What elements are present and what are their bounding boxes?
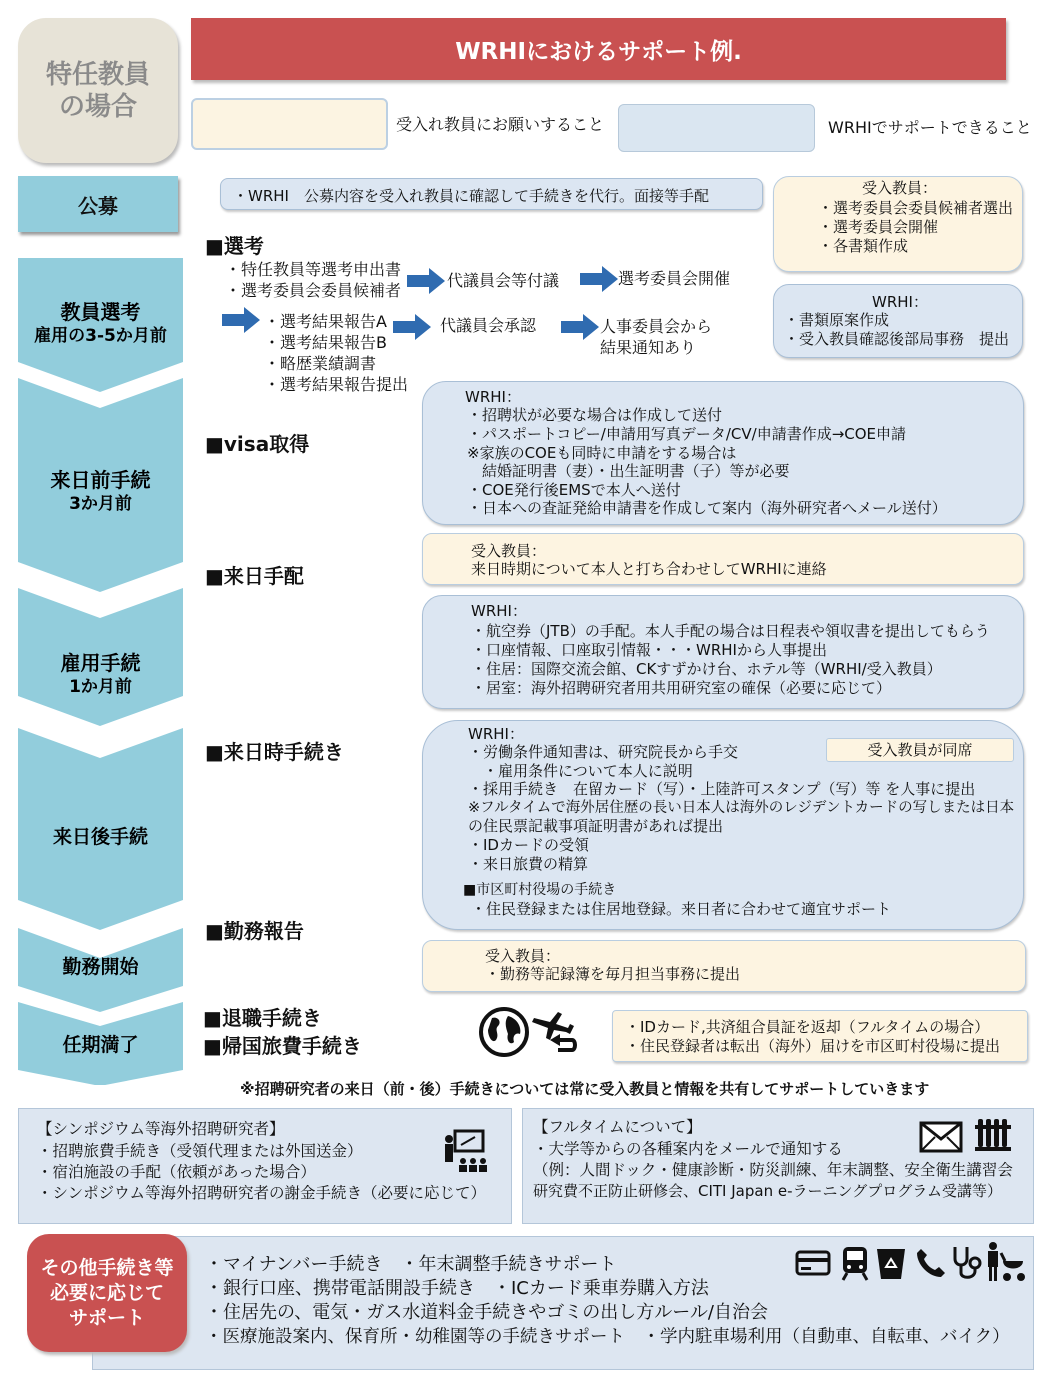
teacher-attends-badge: 受入教員が同席	[826, 738, 1014, 762]
legend-label-wrhi: WRHIでサポートできること	[828, 118, 1032, 137]
employment-wrhi-item: ・居室：海外招聘研究者用共用研究室の確保（必要に応じて）	[471, 679, 892, 697]
step-employment	[18, 647, 183, 703]
arrival-prep-teacher-box	[422, 533, 1024, 585]
arrival-wrhi-item: ・労働条件通知書は、研究院長から手交	[468, 743, 739, 761]
stethoscope-icon	[949, 1245, 983, 1281]
selection-report-item: ・略歴業績調書	[264, 354, 377, 373]
work-report-teacher-box	[422, 940, 1026, 992]
credit-card-icon	[795, 1249, 831, 1277]
city-office-text: ・住民登録または住居地登録。来日者に合わせて適宜サポート	[471, 900, 892, 918]
arrival-prep-text: 来日時期について本人と打ち合わせしてWRHIに連絡	[471, 560, 827, 578]
departure-box	[612, 1010, 1028, 1062]
arrival-wrhi-item: ※フルタイムで海外居住歴の長い日本人は海外のレジデントカードの写しまたは日本	[468, 800, 1015, 816]
legend-swatch-wrhi	[618, 104, 815, 152]
teacher-selection-item: ・選考委員会委員候補者選出	[818, 199, 1014, 217]
symposium-box	[18, 1108, 512, 1224]
step-start: 勤務開始	[62, 956, 139, 978]
selection-report-item: ・選考結果報告提出	[264, 375, 409, 394]
fulltime-title: 【フルタイムについて】	[533, 1118, 702, 1136]
selection-notice-line: 人事委員会から	[600, 317, 713, 336]
employment-wrhi-item: ・住居：国際交流会館、CKすずかけ台、ホテル等（WRHI/受入教員）	[471, 660, 942, 678]
arrival-prep-title: 受入教員：	[471, 542, 547, 560]
other-support-label-line: その他手続き等	[40, 1256, 174, 1279]
train-icon	[839, 1245, 871, 1281]
teacher-selection-box	[773, 176, 1023, 272]
fulltime-item: ・大学等からの各種案内をメールで通知する	[533, 1140, 843, 1158]
employment-wrhi-title: WRHI：	[471, 602, 527, 620]
selection-doc: ・選考委員会委員候補者	[225, 281, 402, 300]
step-term-end: 任期満了	[62, 1034, 139, 1056]
step-post-arrival: 来日後手続	[52, 826, 148, 848]
step-pre-arrival	[18, 464, 183, 520]
retirement-heading: ■退職手続き	[203, 1006, 322, 1030]
employment-wrhi-item: ・口座情報、口座取引情報・・・WRHIから人事提出	[471, 641, 827, 659]
other-support-item: ・医療施設案内、保育所・幼稚園等の手続きサポート ・学内駐車場利用（自動車、自転車、バイク）	[205, 1327, 1010, 1347]
arrival-wrhi-title: WRHI：	[468, 725, 524, 743]
step-selection	[18, 296, 183, 352]
other-support-label	[27, 1234, 187, 1352]
teacher-selection-title: 受入教員：	[862, 179, 938, 197]
selection-step-committee: 選考委員会開催	[618, 269, 731, 288]
arrival-wrhi-box	[422, 720, 1024, 930]
symposium-item: ・招聘旅費手続き（受領代理または外国送金）	[37, 1142, 363, 1160]
departure-item: ・住民登録者は転出（海外）届けを市区町村役場に提出	[625, 1037, 1001, 1055]
symposium-title: 【シンポジウム等海外招聘研究者】	[37, 1120, 285, 1138]
page-title: WRHIにおけるサポート例.	[191, 18, 1006, 80]
employment-wrhi-item: ・航空券（JTB）の手配。本人手配の場合は日程表や領収書を提出してもらう	[471, 622, 990, 640]
arrival-wrhi-item: ・採用手続き 在留カード（写）・上陸許可スタンプ（写）等 を人事に提出	[468, 780, 976, 798]
airplane-return-icon	[528, 1006, 578, 1056]
case-label-line2: の場合	[58, 91, 137, 122]
visa-wrhi-title: WRHI：	[465, 388, 521, 406]
wrhi-selection-item: ・受入教員確認後部局事務 提出	[784, 330, 1010, 348]
fulltime-box	[522, 1108, 1034, 1224]
mail-icon	[919, 1121, 963, 1153]
visa-heading: ■visa取得	[205, 432, 310, 456]
recruitment-wrhi-box: ・WRHI 公募内容を受入れ教員に確認して手続きを代行。面接等手配	[220, 178, 763, 210]
visa-wrhi-item: ※家族のCOEも同時に申請をする場合は	[467, 444, 737, 462]
selection-step-notice	[600, 316, 712, 358]
info-sharing-note: ※招聘研究者の来日（前・後）手続きについては常に受入教員と情報を共有してサポートしていきます	[240, 1080, 930, 1098]
flow-arrow-icon	[222, 307, 260, 333]
visa-wrhi-item: ・日本への査証発給申請書を作成して案内（海外研究者へメール送付）	[467, 499, 947, 517]
wrhi-selection-title: WRHI：	[872, 293, 928, 311]
step-employment-title: 雇用手続	[60, 651, 141, 675]
legend-label-teacher: 受入れ教員にお願いすること	[396, 115, 605, 134]
work-report-text: ・勤務等記録簿を毎月担当事務に提出	[485, 965, 741, 983]
other-support-label-line: サポート	[68, 1306, 145, 1329]
flow-arrow-icon	[393, 314, 431, 340]
phone-icon	[915, 1247, 945, 1279]
selection-heading: ■選考	[205, 234, 264, 258]
arrival-prep-heading: ■来日手配	[205, 564, 304, 588]
symposium-item: ・シンポジウム等海外招聘研究者の謝金手続き（必要に応じて）	[37, 1184, 486, 1202]
fulltime-item: （例：人間ドック・健康診断・防災訓練、年末調整、安全衛生講習会	[533, 1161, 1013, 1179]
flow-arrow-icon	[580, 266, 618, 292]
case-label-line1: 特任教員	[45, 59, 150, 90]
work-report-title: 受入教員：	[485, 947, 561, 965]
visa-wrhi-item: 結婚証明書（妻）・出生証明書（子）等が必要	[467, 462, 790, 480]
teacher-selection-item: ・各書類作成	[818, 237, 909, 255]
presentation-icon	[443, 1129, 487, 1173]
teacher-selection-item: ・選考委員会開催	[818, 218, 939, 236]
step-pre-arrival-timing: 3か月前	[69, 494, 132, 514]
symposium-item: ・宿泊施設の手配（依頼があった場合）	[37, 1163, 316, 1181]
step-employment-timing: 1か月前	[69, 677, 132, 697]
step-selection-timing: 雇用の3-5か月前	[34, 326, 167, 346]
visa-wrhi-item: ・COE発行後EMSで本人へ送付	[467, 481, 681, 499]
visa-wrhi-item: ・パスポートコピー/申請用写真データ/CV/申請書作成→COE申請	[467, 425, 907, 443]
globe-icon	[478, 1006, 530, 1058]
case-label	[18, 18, 178, 163]
recycle-bin-icon	[875, 1245, 907, 1281]
selection-report-list	[264, 311, 408, 395]
wrhi-selection-item: ・書類原案作成	[784, 311, 890, 329]
test-tubes-icon	[973, 1117, 1013, 1153]
employment-wrhi-box	[422, 595, 1024, 709]
return-travel-heading: ■帰国旅費手続き	[203, 1034, 362, 1058]
arrival-wrhi-item: ・来日旅費の精算	[468, 855, 589, 873]
selection-report-item: ・選考結果報告A	[264, 312, 387, 331]
city-office-heading: ■市区町村役場の手続き	[463, 882, 617, 898]
wrhi-selection-box	[773, 284, 1023, 358]
flow-arrow-icon	[407, 268, 445, 294]
family-stroller-icon	[983, 1241, 1029, 1283]
selection-report-item: ・選考結果報告B	[264, 333, 387, 352]
other-support-item: ・銀行口座、携帯電話開設手続き ・ICカード乗車券購入方法	[205, 1278, 709, 1299]
fulltime-item: 研究費不正防止研修会、CITI Japan e-ラーニングプログラム受講等）	[533, 1182, 1003, 1200]
departure-item: ・IDカード,共済組合員証を返却（フルタイムの場合）	[625, 1018, 990, 1036]
other-support-item: ・マイナンバー手続き ・年末調整手続きサポート	[205, 1254, 617, 1275]
selection-doc: ・特任教員等選考申出書	[225, 260, 402, 279]
step-pre-arrival-title: 来日前手続	[50, 468, 151, 492]
work-report-heading: ■勤務報告	[205, 919, 304, 943]
arrival-wrhi-item: ・IDカードの受領	[468, 836, 589, 854]
arrival-wrhi-item: ・雇用条件について本人に説明	[468, 762, 693, 780]
other-support-label-line: 必要に応じて	[49, 1281, 164, 1304]
arrival-heading: ■来日時手続き	[205, 740, 344, 764]
other-support-item: ・住居先の、電気・ガス水道料金手続きやゴミの出し方ルール/自治会	[205, 1302, 768, 1323]
selection-notice-line: 結果通知あり	[600, 338, 697, 357]
selection-step-approval: 代議員会承認	[440, 316, 537, 335]
other-support-box	[92, 1236, 1034, 1370]
legend-swatch-teacher	[191, 98, 388, 150]
flow-arrow-icon	[561, 314, 599, 340]
selection-step-deliberation: 代議員会等付議	[447, 271, 560, 290]
step-recruitment: 公募	[18, 176, 178, 232]
arrival-wrhi-item: の住民票記載事項証明書があれば提出	[468, 817, 724, 835]
visa-wrhi-item: ・招聘状が必要な場合は作成して送付	[467, 406, 723, 424]
visa-wrhi-box	[422, 381, 1024, 525]
step-selection-title: 教員選考	[60, 300, 141, 324]
